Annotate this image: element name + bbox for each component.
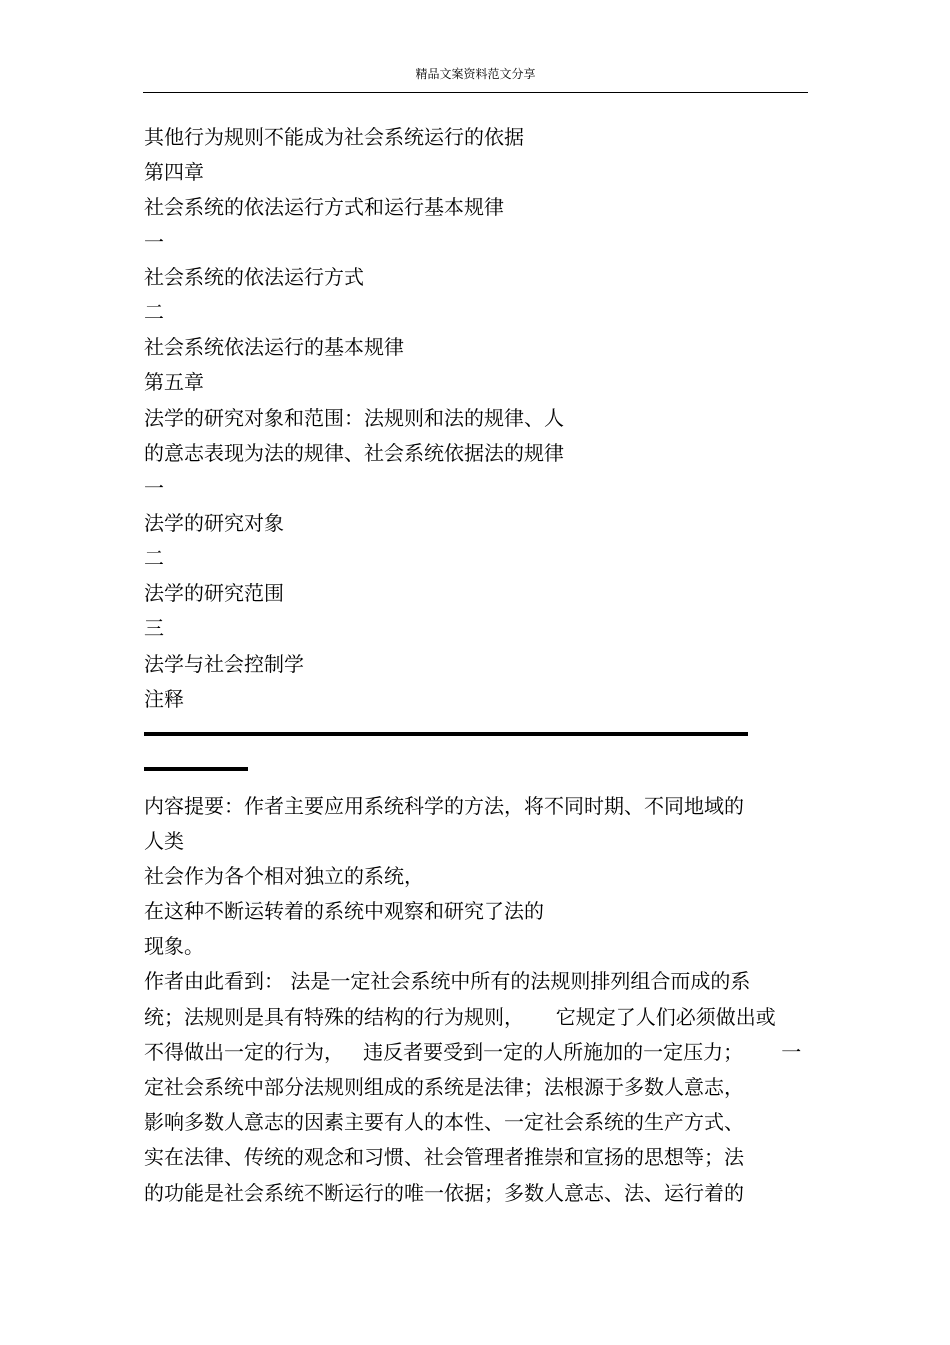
toc-line: 的意志表现为法的规律、社会系统依据法的规律 [144,441,564,465]
abstract-line: 不得做出一定的行为， 违反者要受到一定的人所施加的一定压力； 一 [144,1040,802,1064]
divider-rule-long [144,732,748,736]
toc-line: 二 [144,300,164,324]
toc-line: 一 [144,230,164,254]
abstract-line: 作者由此看到： 法是一定社会系统中所有的法规则排列组合而成的系 [144,969,751,993]
abstract-line: 的功能是社会系统不断运行的唯一依据；多数人意志、法、运行着的 [144,1181,744,1205]
abstract-line: 实在法律、传统的观念和习惯、社会管理者推崇和宣扬的思想等；法 [144,1145,744,1169]
divider-rule-short [144,767,248,771]
toc-line: 第五章 [144,370,204,394]
page-header [143,62,808,93]
toc-line: 一 [144,476,164,500]
abstract-line: 社会作为各个相对独立的系统， [144,864,424,888]
toc-line: 法学的研究范围 [144,581,284,605]
toc-line: 社会系统依法运行的基本规律 [144,335,404,359]
toc-line: 法学的研究对象 [144,511,284,535]
toc-line: 社会系统的依法运行方式和运行基本规律 [144,195,504,219]
abstract-line: 现象。 [144,934,204,958]
abstract-line: 统；法规则是具有特殊的结构的行为规则， 它规定了人们必须做出或 [144,1005,776,1029]
toc-line: 其他行为规则不能成为社会系统运行的依据 [144,125,524,149]
toc-line: 法学与社会控制学 [144,652,304,676]
toc-line: 法学的研究对象和范围：法规则和法的规律、人 [144,406,564,430]
toc-line: 三 [144,616,164,640]
toc-line: 社会系统的依法运行方式 [144,265,364,289]
toc-line: 第四章 [144,160,204,184]
abstract-line: 内容提要：作者主要应用系统科学的方法，将不同时期、不同地域的 [144,794,744,818]
abstract-line: 定社会系统中部分法规则组成的系统是法律；法根源于多数人意志， [144,1075,744,1099]
abstract-line: 在这种不断运转着的系统中观察和研究了法的 [144,899,544,923]
abstract-line: 影响多数人意志的因素主要有人的本性、一定社会系统的生产方式、 [144,1110,744,1134]
toc-line: 二 [144,546,164,570]
abstract-line: 人类 [144,829,184,853]
page-header-text: 精品文案资料范文分享 [415,67,536,81]
toc-line: 注释 [144,687,184,711]
